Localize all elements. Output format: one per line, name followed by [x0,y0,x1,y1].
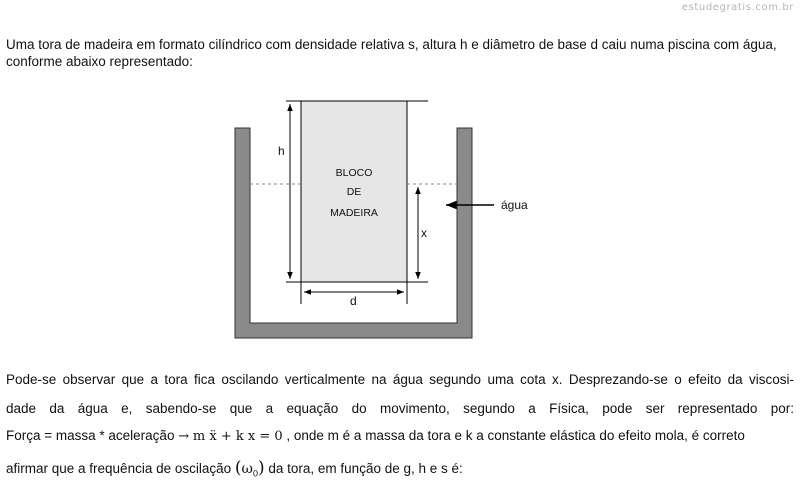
block-label-line-3: MADEIRA [330,207,378,219]
question-line-3-rest: , onde m é a massa da tora e k a constante elástica do efeito mola, é correto [286,428,745,443]
arrow-symbol: → [178,429,190,444]
watermark: estudegratis.com.br [681,2,794,13]
label-x: x [421,226,427,240]
diagram-svg [220,95,580,345]
omega-subscript: 0 [252,468,258,479]
label-water: água [501,198,528,212]
motion-equation: m ẍ + k x = 0 [192,429,283,444]
label-h: h [278,144,285,158]
question-line-2: dade da água e, sabendo-se que a equação do movimento, segundo a Física, pode ser representado por: [6,401,794,416]
block-label-line-1: BLOCO [335,167,373,179]
block-label-line-2: DE [346,186,362,198]
question-line-4: afirmar que a frequência de oscilação $(\omega_0)$ da tora, em função de g, h e s é: [6,458,463,479]
question-line-4-start: afirmar que a frequência de oscilação [6,461,232,476]
intro-line-1: Uma tora de madeira em formato cilíndrico com densidade relativa s, altura h e diâmetro de base d caiu numa piscina com água, [6,37,777,52]
label-d: d [350,294,357,308]
question-line-3 [6,428,794,444]
question-line-1: Pode-se observar que a tora fica oscilando verticalmente na água segundo uma cota x. Desprezando-se o efeito da viscosi- [6,372,794,387]
question-line-4-end: da tora, em função de g, h e s é: [268,461,463,476]
force-equation-text: Força = massa * aceleração [6,428,175,443]
diagram-figure [220,95,580,345]
intro-line-2: conforme abaixo representado: [6,54,193,69]
intro-paragraph [6,36,796,70]
omega-symbol: ω [241,461,253,477]
